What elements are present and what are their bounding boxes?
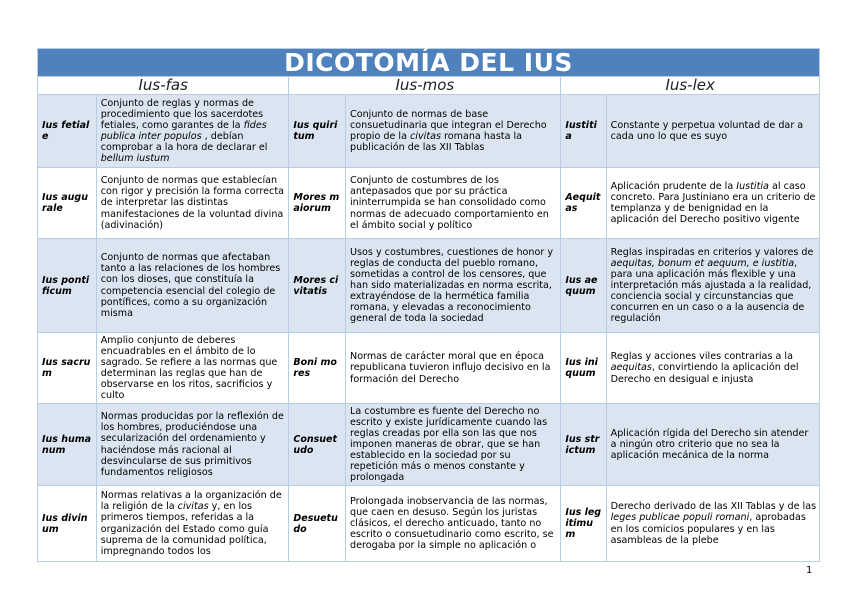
definition-cell: Normas relativas a la organización de la religión de la civitas y, en los primeros tiempos, referidas a la organización del Estado como guía suprema de la comunidad política, impregnando todos los [96, 486, 289, 562]
table-row [38, 95, 820, 168]
definition-cell: Usos y costumbres, cuestiones de honor y reglas de conducta del pueblo romano, sometidas a control de los censores, que han sido materializadas en norma escrita, extrayéndose de la hermética familia romana, y elevadas a reconocimiento general de toda la sociedad [346, 239, 561, 333]
term-cell: Aequitas [561, 168, 606, 239]
definition-cell: Normas de carácter moral que en época republicana tuvieron influjo decisivo en la formación del Derecho [346, 333, 561, 404]
table-row [38, 486, 820, 562]
term-cell: Ius quiritum [289, 95, 346, 168]
definition-cell: Conjunto de reglas y normas de procedimiento que los sacerdotes fetiales, como garantes de la fides publica inter populos , debían comprobar a la hora de declarar el bellum iustum [96, 95, 289, 168]
definition-cell: Reglas inspiradas en criterios y valores de aequitas, bonum et aequum, e iustitia, para una aplicación más flexible y una interpretación más ajustada a la realidad, conciencia social y circunstancias que concurren en un caso o a la ausencia de regulación [606, 239, 819, 333]
term-cell: Desuetudo [289, 486, 346, 562]
term-cell: Ius aequum [561, 239, 606, 333]
table-row [38, 333, 820, 404]
dicotomia-table-container [37, 48, 820, 562]
table-row [38, 404, 820, 486]
term-cell: Ius fetiale [38, 95, 97, 168]
definition-cell: Conjunto de normas de base consuetudinaria que integran el Derecho propio de la civitas romana hasta la publicación de las XII Tablas [346, 95, 561, 168]
definition-cell: Derecho derivado de las XII Tablas y de las leges publicae populi romani, aprobadas en los comicios populares y en las asambleas de la plebe [606, 486, 819, 562]
definition-cell: Prolongada inobservancia de las normas, que caen en desuso. Según los juristas clásicos, el derecho anticuado, tanto no escrito o consuetudinario como escrito, se derogaba por la simple no aplicación o [346, 486, 561, 562]
term-cell: Ius divinum [38, 486, 97, 562]
column-header-ius-lex: Ius-lex [561, 77, 820, 95]
definition-cell: Conjunto de normas que afectaban tanto a las relaciones de los hombres con los dioses, que constituía la competencia esencial del colegio de pontífices, como a su organización misma [96, 239, 289, 333]
term-cell: Ius humanum [38, 404, 97, 486]
term-cell: Boni mores [289, 333, 346, 404]
column-header-ius-fas: Ius-fas [38, 77, 289, 95]
term-cell: Ius sacrum [38, 333, 97, 404]
dicotomia-table [37, 48, 820, 562]
table-row [38, 239, 820, 333]
table-row [38, 168, 820, 239]
term-cell: Ius iniquum [561, 333, 606, 404]
term-cell: Ius pontificum [38, 239, 97, 333]
term-cell: Ius strictum [561, 404, 606, 486]
term-cell: Ius legitimum [561, 486, 606, 562]
page-number: 1 [806, 565, 813, 576]
definition-cell: La costumbre es fuente del Derecho no escrito y existe jurídicamente cuando las reglas creadas por ella son las que nos imponen maneras de obrar, que se han establecido en la sociedad por su repetición más o menos constante y prolongada [346, 404, 561, 486]
definition-cell: Conjunto de normas que establecían con rigor y precisión la forma correcta de interpretar las distintas manifestaciones de la voluntad divina (adivinación) [96, 168, 289, 239]
definition-cell: Amplio conjunto de deberes encuadrables en el ámbito de lo sagrado. Se refiere a las normas que determinan las reglas que han de observarse en los ritos, sacrificios y culto [96, 333, 289, 404]
definition-cell: Aplicación rígida del Derecho sin atender a ningún otro criterio que no sea la aplicación mecánica de la norma [606, 404, 819, 486]
term-cell: Ius augurale [38, 168, 97, 239]
definition-cell: Constante y perpetua voluntad de dar a cada uno lo que es suyo [606, 95, 819, 168]
definition-cell: Normas producidas por la reflexión de los hombres, produciéndose una secularización del ordenamiento y haciéndose más racional al desvincularse de sus primitivos fundamentos religiosos [96, 404, 289, 486]
definition-cell: Reglas y acciones viles contrarias a la aequitas, convirtiendo la aplicación del Derecho en desigual e injusta [606, 333, 819, 404]
term-cell: Iustitia [561, 95, 606, 168]
term-cell: Consuetudo [289, 404, 346, 486]
definition-cell: Aplicación prudente de la Iustitia al caso concreto. Para Justiniano era un criterio de templanza y de benignidad en la aplicación del Derecho positivo vigente [606, 168, 819, 239]
term-cell: Mores civitatis [289, 239, 346, 333]
table-title: DICOTOMÍA DEL IUS [38, 49, 820, 77]
term-cell: Mores maiorum [289, 168, 346, 239]
column-header-ius-mos: Ius-mos [289, 77, 561, 95]
definition-cell: Conjunto de costumbres de los antepasados que por su práctica ininterrumpida se han consolidado como normas de adecuado comportamiento en el ámbito social y político [346, 168, 561, 239]
